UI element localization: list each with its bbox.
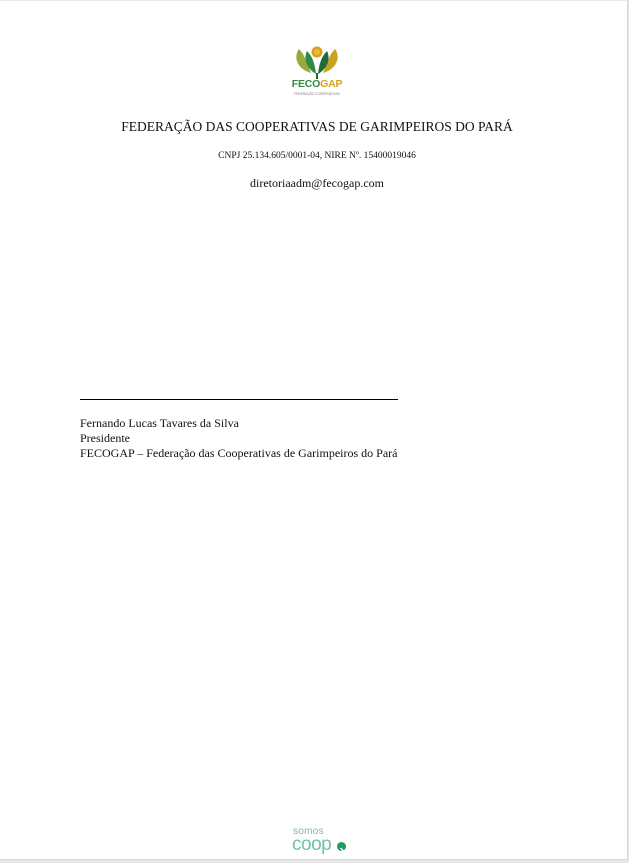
signature-line — [80, 399, 398, 400]
footer-logo-line2: coop — [292, 834, 332, 855]
footer-logo-line1: somos — [293, 826, 324, 837]
logo-wordmark-gap: GAP — [320, 78, 343, 90]
arrow-dot-icon — [337, 842, 346, 851]
fecogap-logo — [285, 43, 349, 101]
leaf-sprout-icon — [285, 43, 349, 81]
contact-email: diretoriaadm@fecogap.com — [250, 176, 384, 190]
logo-wordmark-feco: FECO — [291, 78, 321, 90]
logo-wordmark — [285, 79, 349, 90]
somos-coop-logo — [290, 827, 350, 859]
document-title: FEDERAÇÃO DAS COOPERATIVAS DE GARIMPEIROS DO PARÁ — [121, 119, 513, 134]
logo-tagline: FEDERAÇÃO COOPERATIVAS — [294, 92, 340, 96]
signature-block — [80, 416, 397, 461]
signatory-name: Fernando Lucas Tavares da Silva — [80, 416, 239, 430]
signatory-role: Presidente — [80, 431, 130, 445]
signatory-organization: FECOGAP – Federação das Cooperativas de Garimpeiros do Pará — [80, 446, 398, 460]
registration-line: CNPJ 25.134.605/0001-04, NIRE Nº. 15400019046 — [218, 151, 416, 161]
